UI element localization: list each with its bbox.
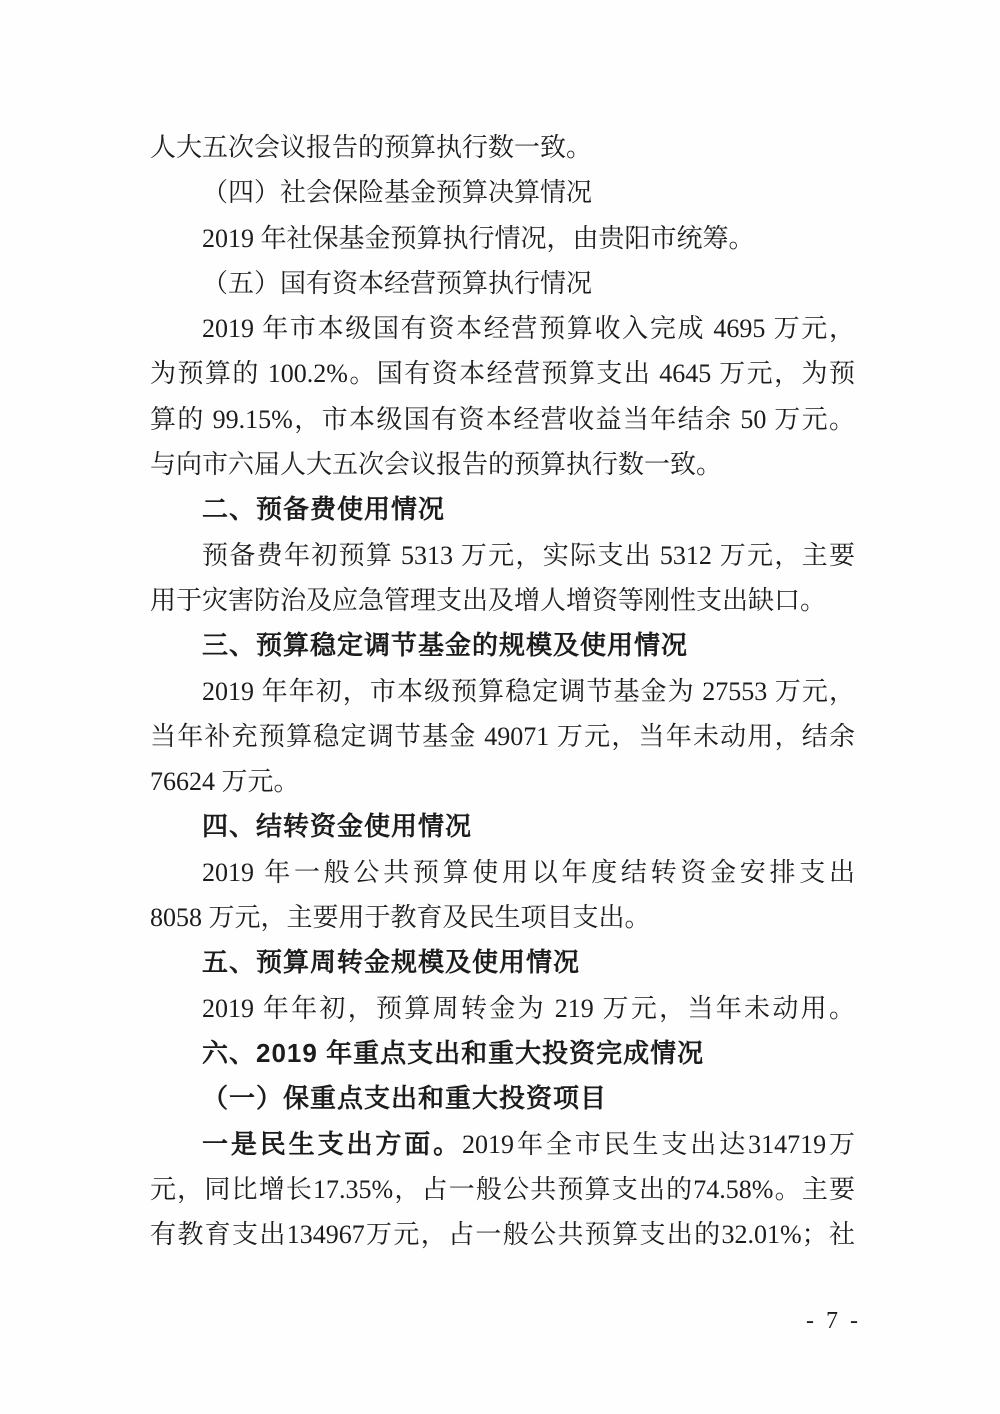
subsection-heading: （一）保重点支出和重大投资项目 — [202, 1083, 608, 1114]
paragraph-line: 76624 万元。 — [150, 767, 300, 797]
section-heading: 三、预算稳定调节基金的规模及使用情况 — [202, 630, 689, 661]
paragraph-lead-bold: 一是民生支出方面。 — [202, 1128, 463, 1159]
paragraph-line: 2019 年一般公共预算使用以年度结转资金安排支出 — [202, 857, 855, 887]
paragraph-line: 为预算的 100.2%。国有资本经营预算支出 4645 万元，为预 — [150, 359, 855, 389]
paragraph-line — [150, 1122, 855, 1167]
paragraph-line: 预备费年初预算 5313 万元，实际支出 5312 万元，主要 — [202, 540, 855, 570]
section-heading: 六、2019 年重点支出和重大投资完成情况 — [202, 1037, 705, 1068]
paragraph-line: 算的 99.15%，市本级国有资本经营收益当年结余 50 万元。 — [150, 404, 855, 434]
subsection-heading: （四）社会保险基金预算决算情况 — [202, 178, 593, 208]
paragraph-line: 2019 年年初，市本级预算稳定调节基金为 27553 万元， — [202, 676, 855, 706]
paragraph-line: 与向市六届人大五次会议报告的预算执行数一致。 — [150, 450, 723, 480]
paragraph-line: 人大五次会议报告的预算执行数一致。 — [150, 133, 593, 162]
section-heading: 四、结转资金使用情况 — [202, 811, 473, 842]
subsection-heading: （五）国有资本经营预算执行情况 — [202, 268, 593, 298]
paragraph-line: 2019 年年初，预算周转金为 219 万元，当年未动用。 — [202, 993, 855, 1023]
paragraph-line: 用于灾害防治及应急管理支出及增人增资等刚性支出缺口。 — [150, 585, 827, 615]
paragraph-line: 2019 年社保基金预算执行情况，由贵阳市统筹。 — [202, 223, 755, 253]
paragraph-text: 2019年全市民生支出达314719万 — [462, 1129, 855, 1159]
section-heading: 二、预备费使用情况 — [202, 494, 446, 525]
document-body — [150, 125, 855, 1257]
section-heading: 五、预算周转金规模及使用情况 — [202, 947, 581, 978]
page-number: - 7 - — [806, 1308, 861, 1334]
paragraph-line: 有教育支出134967万元，占一般公共预算支出的32.01%；社 — [150, 1220, 855, 1250]
paragraph-line: 2019 年市本级国有资本经营预算收入完成 4695 万元， — [202, 314, 855, 344]
paragraph-line: 8058 万元，主要用于教育及民生项目支出。 — [150, 903, 651, 933]
paragraph-line: 当年补充预算稳定调节基金 49071 万元，当年未动用，结余 — [150, 721, 855, 751]
paragraph-line: 元，同比增长17.35%，占一般公共预算支出的74.58%。主要 — [150, 1174, 855, 1204]
